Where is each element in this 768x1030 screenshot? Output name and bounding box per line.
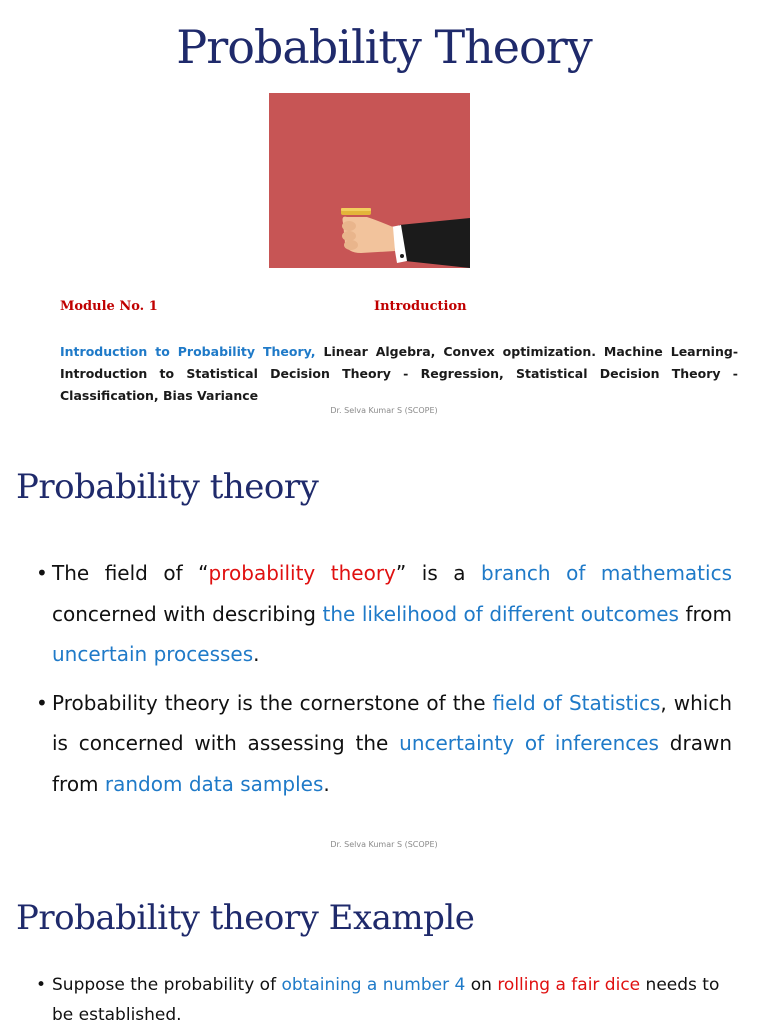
bullet-dot: • — [36, 561, 48, 585]
slide-2-footer: Dr. Selva Kumar S (SCOPE) — [330, 840, 438, 849]
coin-flip-illustration — [269, 93, 470, 268]
bullet-item — [30, 553, 732, 675]
slide-1-title: Probability Theory — [176, 20, 592, 74]
bullet-text: The field of “ — [52, 561, 209, 585]
module-number: Module No. 1 — [60, 299, 158, 314]
slide-2-heading: Probability theory — [16, 467, 319, 507]
highlight-red: probability theory — [208, 561, 396, 585]
syllabus-rest: Linear Algebra, Convex optimization. Machine Learning- Introduction to Statistical Decision Theory - Regression, Statistical Decision Theory - Classification, Bias Variance — [60, 344, 739, 403]
highlight-blue: obtaining a number 4 — [281, 975, 466, 995]
bullet-text: on — [465, 975, 498, 995]
bullet-text: concerned with describing — [52, 601, 323, 626]
highlight-red: rolling a fair dice — [497, 975, 641, 995]
module-name: Introduction — [374, 299, 467, 314]
bullet-text: . — [323, 771, 330, 796]
highlight-blue: random data samples — [104, 771, 324, 796]
highlight-blue: field of Statistics — [492, 690, 661, 715]
bullet-text: from — [678, 601, 733, 626]
slide-2 — [0, 445, 768, 865]
highlight-blue: the likelihood of different outcomes — [322, 601, 679, 626]
bullet-text: needs to be established. — [52, 975, 720, 1025]
slide-1-footer: Dr. Selva Kumar S (SCOPE) — [330, 406, 438, 415]
slide-1 — [0, 0, 768, 430]
highlight-blue: uncertainty of inferences — [399, 731, 659, 755]
bullet-text: drawn from — [52, 731, 732, 796]
bullet-text: Probability theory is the cornerstone of the — [52, 690, 493, 715]
syllabus-highlight: Introduction to Probability Theory, — [60, 344, 316, 359]
slide-2-bullets — [30, 553, 732, 812]
bullet-text: . — [253, 642, 260, 666]
bullet-item — [30, 970, 732, 1030]
slide-3-heading: Probability theory Example — [16, 898, 475, 938]
highlight-blue: uncertain processes — [52, 642, 254, 666]
slide-3-bullets — [30, 970, 732, 1030]
bullet-dot: • — [36, 975, 47, 995]
syllabus-text — [60, 341, 738, 407]
bullet-dot: • — [36, 690, 48, 715]
slide-3 — [0, 878, 768, 1024]
bullet-item — [30, 683, 732, 805]
bullet-text: ” is a — [395, 561, 482, 585]
bullet-text: , which is concerned with assessing the — [52, 690, 732, 755]
highlight-blue: branch of mathematics — [481, 561, 732, 585]
bullet-text: Suppose the probability of — [52, 975, 282, 995]
